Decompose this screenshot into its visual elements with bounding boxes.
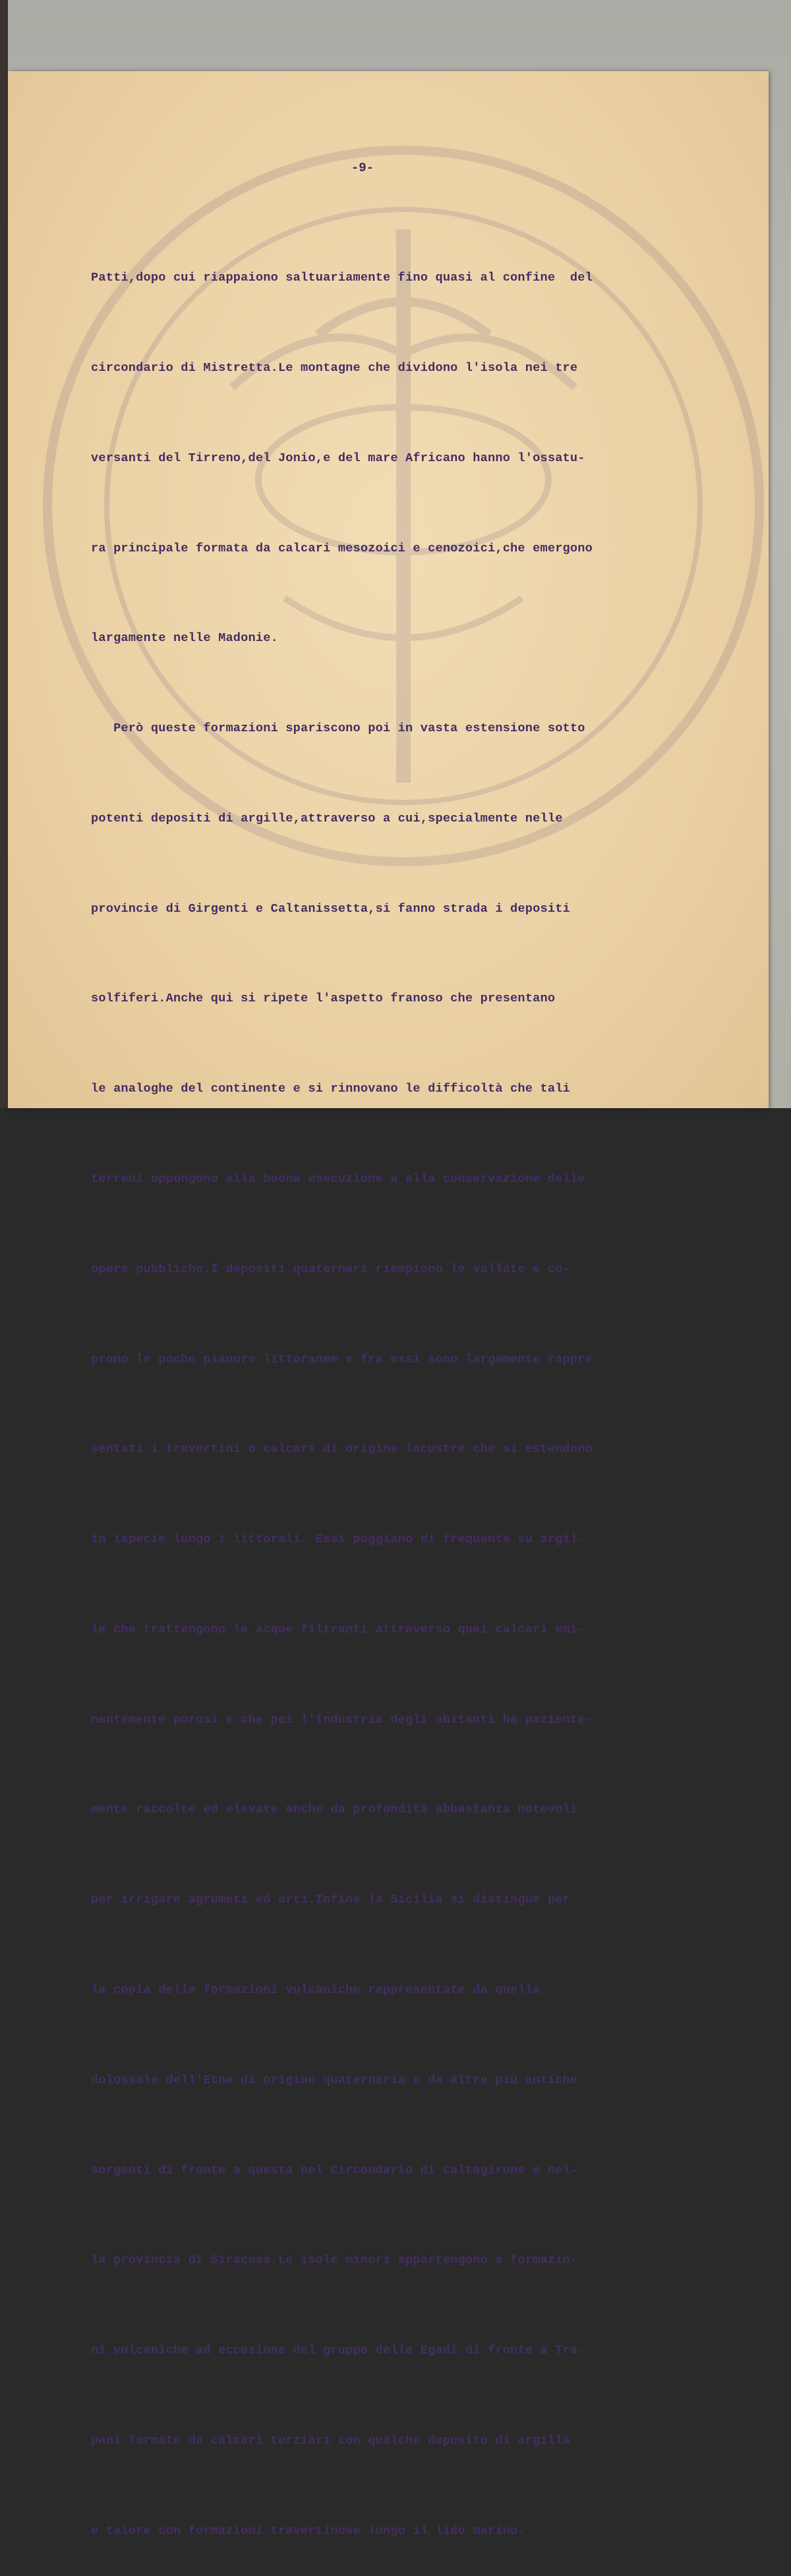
page-number: -9- bbox=[351, 161, 374, 175]
text-line: versanti del Tirreno,del Jonio,e del mare Africano hanno l'ossatu- bbox=[91, 451, 585, 465]
text-line: solfiferi.Anche qui si ripete l'aspetto franoso che presentano bbox=[91, 992, 556, 1006]
text-line: sorgenti di fronte a questa nel Circondario di Caltagirone e nel- bbox=[91, 2163, 578, 2177]
text-line: prono le poche pianure littoranee e fra essi sono largamente rappre bbox=[91, 1352, 593, 1366]
text-line: ni vulcaniche ad eccezione del gruppo delle Egadi di fronte a Tra- bbox=[91, 2343, 585, 2358]
text-line: dolossale dell'Etna di origine quaternaria e da altre più antiche bbox=[91, 2073, 578, 2087]
body-text bbox=[91, 203, 711, 2576]
text-line: la copia delle formazioni vulcaniche rappresentate da quella bbox=[91, 1983, 541, 1998]
text-line: largamente nelle Madonie. bbox=[91, 631, 278, 646]
text-line: potenti depositi di argille,attraverso a cui,specialmente nelle bbox=[91, 811, 563, 826]
text-line: circondario di Mistretta.Le montagne che dividono l'isola nei tre bbox=[91, 360, 578, 375]
text-line: Patti,dopo cui riappaiono saltuariamente fino quasi al confine del bbox=[91, 271, 593, 285]
text-line: mente raccolte ed elevate anche da profondità abbastanza notevoli bbox=[91, 1803, 578, 1817]
text-line: pani formate da calcari terziari con qualche deposito di argilla bbox=[91, 2433, 570, 2448]
text-line: sentati i travertini o calcari di origine lacustre che si estendono bbox=[91, 1442, 593, 1457]
text-line: opere pubbliche.I depositi quaternari riempiono le vallate e co- bbox=[91, 1262, 570, 1276]
text-line: per irrigare agrumeti ed orti.Infine la Sicilia si distingue per bbox=[91, 1893, 570, 1907]
text-line: in ispecie lungo i littorali. Essi poggiano di frequente su argil- bbox=[91, 1532, 585, 1547]
text-line: terreni oppongono alla buona esecuzione e alla conservazione delle bbox=[91, 1172, 585, 1186]
text-line: le che trattengono le acque filtranti attraverso quei calcari emi- bbox=[91, 1622, 585, 1637]
text-line: ra principale formata da calcari mesozoici e cenozoici,che emergono bbox=[91, 541, 593, 555]
text-line: e talore con formazioni travertinose lungo il lido marino. bbox=[91, 2523, 525, 2538]
text-line: provincie di Girgenti e Caltanissetta,si fanno strada i depositi bbox=[91, 901, 570, 916]
text-line: le analoghe del continente e si rinnovano le difficoltà che tali bbox=[91, 1082, 570, 1096]
text-line: Però queste formazioni spariscono poi in vasta estensione sotto bbox=[91, 721, 585, 736]
text-line: la provincia di Siracusa.Le isole minori appartengono a formazio- bbox=[91, 2253, 578, 2268]
text-line: nentemente porosi e che poi l'industria degli abitanti ha paziente- bbox=[91, 1712, 593, 1727]
